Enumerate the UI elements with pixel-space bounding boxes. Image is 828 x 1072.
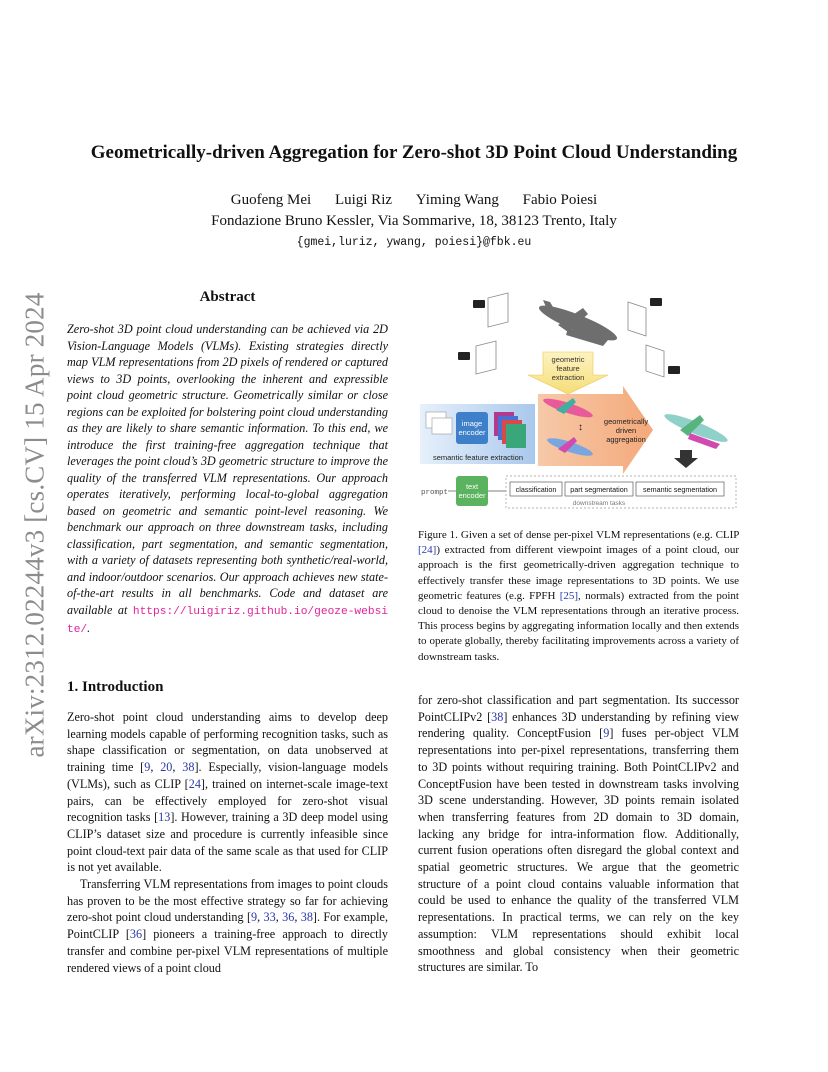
- citation-link[interactable]: 24: [188, 776, 201, 791]
- agg-label-3: aggregation: [606, 435, 646, 444]
- author: Luigi Riz: [334, 192, 393, 208]
- paragraph: [418, 692, 739, 976]
- text-run: for zero-shot classification and part segmentation. Its successor PointCLIPv2 [: [418, 693, 739, 724]
- caption-text: ) extracted from different viewpoint images of a point cloud, our approach is the first geometrically-driven aggregation technique to effectively transfer these image representations to 3D points. We use geometric features (e.g. FPFH: [418, 544, 739, 602]
- citation-link[interactable]: 13: [158, 810, 171, 825]
- input-view-thumb: [432, 418, 452, 434]
- author-list: [0, 192, 828, 209]
- geom-label-3: extraction: [551, 373, 585, 382]
- geom-label-1: geometric: [551, 355, 585, 364]
- semantic-feature-label: semantic feature extraction: [432, 453, 524, 462]
- text-run: ], trained on internet-scale image-text pairs, can be effectively employed for zero-shot visual recognition tasks [: [67, 776, 388, 825]
- geom-label-2: feature: [556, 364, 580, 373]
- text-run: ]. However, training a 3D deep model using CLIP’s dataset size and procedure is currently infeasible since point cloud-text pair data of the same scale as that used for CLIP is not yet available.: [67, 810, 388, 875]
- agg-label-2: driven: [615, 426, 637, 435]
- bidirectional-arrow: ↕: [578, 422, 583, 433]
- text-run: ] pioneers a training-free approach to directly transfer and combine per-pixel VLM representations of multiple rendered views of a point cloud: [67, 927, 388, 975]
- task-classification: classification: [515, 485, 557, 494]
- citation-link[interactable]: 38: [182, 760, 195, 775]
- paragraph: [67, 709, 388, 876]
- project-link[interactable]: https://luigiriz.github.io/geoze-website/: [67, 605, 388, 636]
- right-column-text: [418, 692, 739, 976]
- citation-link[interactable]: 9: [144, 760, 151, 775]
- paper-title: Geometrically-driven Aggregation for Zero-shot 3D Point Cloud Understanding: [90, 142, 738, 163]
- author: Yiming Wang: [415, 192, 499, 208]
- affiliation: Fondazione Bruno Kessler, Via Sommarive, 18, 38123 Trento, Italy: [211, 213, 617, 229]
- caption-text: , normals) extracted from the point cloud to denoise the VLM representations through an iterative process. This process begins by aggregating information locally and then extends to operate globally, thereby facilitating improvements across a variety of downstream tasks.: [418, 589, 739, 663]
- text-run: Zero-shot point cloud understanding aims to develop deep learning models capable of performing recognition tasks, such as shape classification or segmentation, on data unobserved at training time [: [67, 710, 388, 775]
- text-run: ,: [150, 760, 161, 775]
- arxiv-id: arXiv:2312.02244v3 [cs.CV] 15 Apr 2024: [19, 292, 50, 758]
- citation-link[interactable]: 20: [160, 760, 173, 775]
- abstract-text: Zero-shot 3D point cloud understanding can be achieved via 2D Vision-Language Models (VLMs). Existing strategies directly map VLM representations from 2D pixels of rendered or captured views to 3D points, overlooking the inherent and expressible point cloud geometric structure. Geometrically similar or close regions can be exploited for bolstering point cloud understanding as they are likely to share semantic information. To this end, we introduce the first training-free aggregation technique that leverages the point cloud’s 3D geometric structure to improve the quality of the transferred VLM representations. Our approach operates iteratively, performing local-to-global aggregation based on geometric and semantic point-level reasoning. We benchmark our approach on three downstream tasks, including classification, part segmentation, and semantic segmentation, with a variety of datasets representing both synthetic/real-world, and indoor/outdoor scenarios. Our approach achieves new state-of-the-art results in all benchmarks. Code and dataset are available at: [67, 322, 388, 617]
- abstract-heading: Abstract: [199, 289, 256, 305]
- image-encoder-label-2: encoder: [458, 428, 486, 437]
- prompt-label: prompt: [421, 489, 449, 497]
- citation-link[interactable]: 9: [251, 910, 258, 925]
- text-encoder-label-1: text: [465, 482, 479, 491]
- point-cloud-airplane: [536, 300, 620, 346]
- image-encoder-label-1: image: [461, 419, 483, 428]
- text-encoder-label-2: encoder: [458, 491, 486, 500]
- text-run: ] fuses per-object VLM representations into per-pixel representations, transferring them to 3D points without requiring training. Both PointCLIPv2 and ConceptFusion have been tested in downstream tasks involving 3D scene understanding. However, 3D points remain isolated when transferring features from 2D domain to 3D domain, lacking any bridge for intra-information flow. Additionally, current fusion operations often disregard the global context and spatial geometric structures. We argue that the geometric structure of a point cloud contains valuable information that could be used to enhance the quality of the transferred VLM representations. In practical terms, we can rely on the key assumption: VLM representations should exhibit local smoothness and global consistency when their geometric structures are similar. To: [418, 726, 739, 975]
- text-run: ,: [294, 910, 301, 925]
- text-run: ,: [275, 910, 283, 925]
- left-column-text: [67, 709, 388, 976]
- caption-text: Given a set of dense per-pixel VLM representations (e.g. CLIP: [457, 529, 739, 541]
- citation-link[interactable]: 38: [300, 910, 313, 925]
- figure-1-caption: [418, 528, 739, 665]
- text-run: Transferring VLM representations from images to point clouds has proven to be the most effective strategy so far for achieving zero-shot point cloud understanding [: [67, 877, 388, 925]
- text-run: ,: [172, 760, 183, 775]
- caption-prefix: Figure 1.: [418, 529, 458, 541]
- paragraph: [67, 876, 388, 976]
- citation-link[interactable]: [24]: [418, 544, 437, 557]
- author: Guofeng Mei: [230, 192, 312, 208]
- figure-1-diagram: [418, 290, 739, 515]
- citation-link[interactable]: 33: [263, 910, 276, 925]
- downstream-tasks-label: downstream tasks: [572, 500, 626, 507]
- citation-link[interactable]: 9: [603, 726, 610, 741]
- text-run: ,: [257, 910, 264, 925]
- abstract-body: [67, 321, 388, 639]
- citation-link[interactable]: 38: [491, 709, 504, 724]
- section-heading-introduction: 1. Introduction: [67, 679, 164, 695]
- abstract-end: .: [87, 621, 91, 635]
- down-arrow-icon: [674, 450, 698, 468]
- citation-link[interactable]: 36: [129, 927, 143, 942]
- citation-link[interactable]: 36: [282, 910, 295, 925]
- task-semantic-segmentation: semantic segmentation: [643, 485, 717, 494]
- text-run: ]. Especially, vision-language models (VLMs), such as CLIP [: [67, 760, 389, 791]
- geometric-feature-arrow: [528, 352, 608, 394]
- citation-link[interactable]: [25]: [559, 589, 579, 602]
- text-run: ]. For example, PointCLIP [: [67, 910, 388, 942]
- arxiv-sidebar-stamp: [15, 290, 55, 760]
- author-email: {gmei,luriz, ywang, poiesi}@fbk.eu: [296, 236, 532, 249]
- output-airplane: [662, 410, 730, 449]
- task-part-segmentation: part segmentation: [570, 485, 628, 494]
- text-run: ] enhances 3D understanding by refining view rendering quality. ConceptFusion [: [418, 709, 739, 741]
- agg-label-1: geometrically: [603, 417, 649, 426]
- author: Fabio Poiesi: [522, 192, 598, 208]
